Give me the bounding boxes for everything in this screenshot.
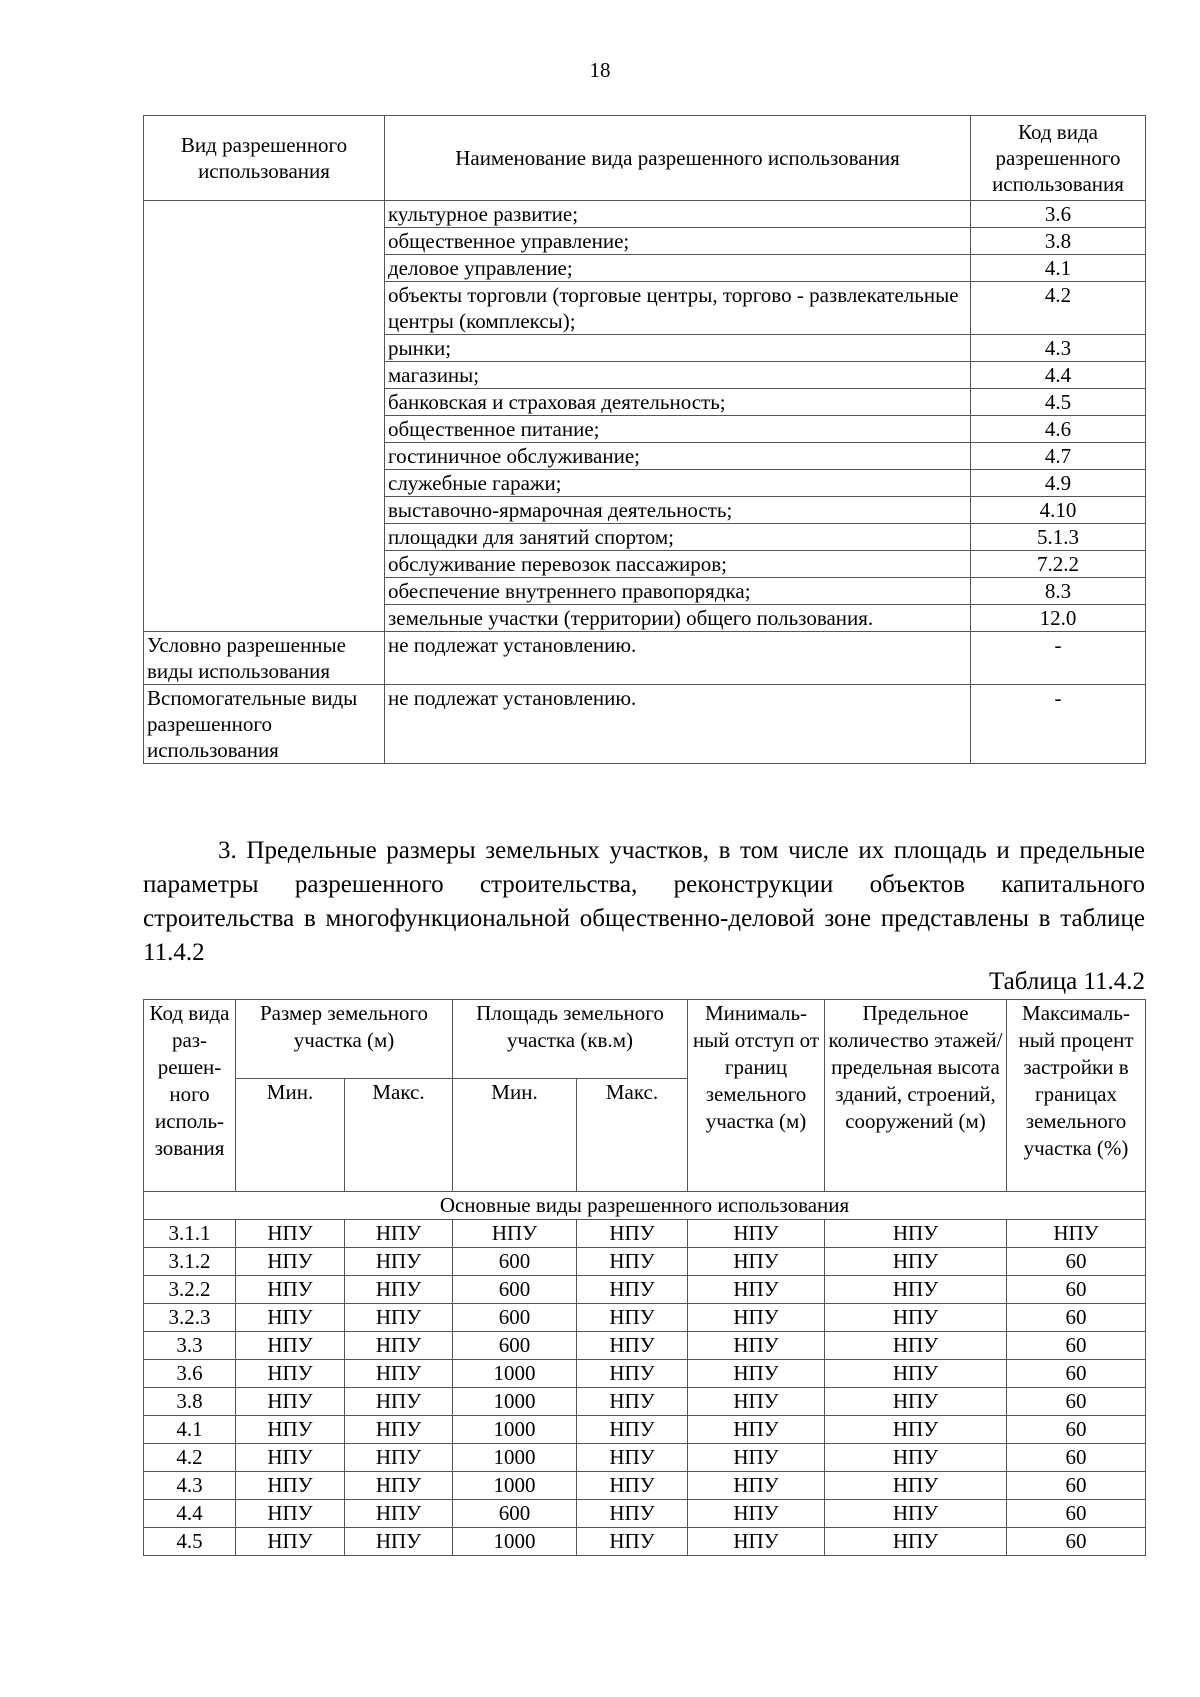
header-use-type: Вид разрешенного использования <box>144 116 385 201</box>
cell-size-min: НПУ <box>236 1248 345 1276</box>
cell-code: 4.3 <box>144 1472 236 1500</box>
use-name: объекты торговли (торговые центры, торгово - развлекательные центры (комплексы); <box>385 282 971 335</box>
header-area-min: Мин. <box>453 1079 577 1192</box>
use-code: 7.2.2 <box>971 551 1146 578</box>
use-name: магазины; <box>385 362 971 389</box>
cell-area-min: 1000 <box>453 1360 577 1388</box>
use-name: общественное управление; <box>385 228 971 255</box>
cell-max-floors: НПУ <box>825 1360 1007 1388</box>
table-row <box>144 1276 1146 1304</box>
cell-size-max: НПУ <box>345 1360 453 1388</box>
cell-area-max: НПУ <box>577 1248 688 1276</box>
cell-code: 4.5 <box>144 1528 236 1556</box>
cell-max-floors: НПУ <box>825 1220 1007 1248</box>
use-code: 4.9 <box>971 470 1146 497</box>
cell-size-min: НПУ <box>236 1444 345 1472</box>
cell-code: 3.8 <box>144 1388 236 1416</box>
use-code: 4.10 <box>971 497 1146 524</box>
parameters-table <box>143 999 1146 1556</box>
table-row <box>144 1416 1146 1444</box>
cell-code: 3.1.1 <box>144 1220 236 1248</box>
use-name: деловое управление; <box>385 255 971 282</box>
cell-max-floors: НПУ <box>825 1444 1007 1472</box>
cell-area-min: НПУ <box>453 1220 577 1248</box>
cell-min-offset: НПУ <box>688 1332 825 1360</box>
section-title: Основные виды разрешенного использования <box>144 1192 1146 1220</box>
cell-size-min: НПУ <box>236 1416 345 1444</box>
header-area-max: Макс. <box>577 1079 688 1192</box>
cell-max-floors: НПУ <box>825 1332 1007 1360</box>
paragraph-text: 3. Предельные размеры земельных участков, в том числе их площадь и предельные параметры разрешенного строительства, реконструкции объектов капитального строительства в многофункциональной общественно-деловой зоне представлены в таблице 11.4.2 <box>143 837 1145 966</box>
page-number: 18 <box>589 58 611 82</box>
cell-area-min: 1000 <box>453 1416 577 1444</box>
use-code: 4.3 <box>971 335 1146 362</box>
cell-area-min: 600 <box>453 1500 577 1528</box>
cell-size-max: НПУ <box>345 1276 453 1304</box>
cell-area-max: НПУ <box>577 1500 688 1528</box>
cell-area-min: 1000 <box>453 1472 577 1500</box>
cell-max-floors: НПУ <box>825 1528 1007 1556</box>
paragraph-3 <box>143 834 1145 970</box>
cell-size-min: НПУ <box>236 1304 345 1332</box>
header-min-offset: Минималь-ный отступ от границ земельного участка (м) <box>688 1000 825 1192</box>
cell-max-floors: НПУ <box>825 1500 1007 1528</box>
cell-code: 4.1 <box>144 1416 236 1444</box>
use-name: не подлежат установлению. <box>385 685 971 764</box>
cell-min-offset: НПУ <box>688 1444 825 1472</box>
use-name: земельные участки (территории) общего пользования. <box>385 605 971 632</box>
cell-max-floors: НПУ <box>825 1248 1007 1276</box>
cell-area-max: НПУ <box>577 1416 688 1444</box>
use-code: 3.6 <box>971 201 1146 228</box>
cell-size-max: НПУ <box>345 1304 453 1332</box>
cell-size-min: НПУ <box>236 1220 345 1248</box>
cell-size-max: НПУ <box>345 1472 453 1500</box>
cell-area-min: 600 <box>453 1332 577 1360</box>
cell-max-percent: 60 <box>1007 1388 1146 1416</box>
use-code: 4.7 <box>971 443 1146 470</box>
conditional-uses-row <box>144 632 1146 685</box>
cell-size-min: НПУ <box>236 1472 345 1500</box>
cell-min-offset: НПУ <box>688 1220 825 1248</box>
use-code: 8.3 <box>971 578 1146 605</box>
use-code: 4.6 <box>971 416 1146 443</box>
cell-code: 4.2 <box>144 1444 236 1472</box>
cell-size-min: НПУ <box>236 1528 345 1556</box>
cell-code: 3.2.3 <box>144 1304 236 1332</box>
table-row <box>144 1444 1146 1472</box>
header-plot-area: Площадь земельного участка (кв.м) <box>453 1000 688 1079</box>
table-row <box>144 1220 1146 1248</box>
cell-size-min: НПУ <box>236 1276 345 1304</box>
use-name: площадки для занятий спортом; <box>385 524 971 551</box>
use-name: банковская и страховая деятельность; <box>385 389 971 416</box>
table1-header-row <box>144 116 1146 201</box>
table-row <box>144 1472 1146 1500</box>
use-type: Условно разрешенные виды использования <box>144 632 385 685</box>
table-row <box>144 1360 1146 1388</box>
cell-size-max: НПУ <box>345 1500 453 1528</box>
header-size-max: Макс. <box>345 1079 453 1192</box>
cell-area-min: 1000 <box>453 1388 577 1416</box>
cell-area-max: НПУ <box>577 1360 688 1388</box>
cell-code: 3.6 <box>144 1360 236 1388</box>
use-code: - <box>971 632 1146 685</box>
use-name: служебные гаражи; <box>385 470 971 497</box>
cell-size-max: НПУ <box>345 1332 453 1360</box>
cell-max-percent: 60 <box>1007 1304 1146 1332</box>
cell-area-max: НПУ <box>577 1220 688 1248</box>
cell-size-max: НПУ <box>345 1220 453 1248</box>
main-uses-cell <box>144 201 385 632</box>
cell-max-floors: НПУ <box>825 1472 1007 1500</box>
cell-max-percent: 60 <box>1007 1332 1146 1360</box>
cell-size-min: НПУ <box>236 1500 345 1528</box>
use-name: обслуживание перевозок пассажиров; <box>385 551 971 578</box>
cell-max-percent: 60 <box>1007 1528 1146 1556</box>
header-max-floors: Предельное количество этажей/ предельная высота зданий, строений, сооружений (м) <box>825 1000 1007 1192</box>
cell-size-max: НПУ <box>345 1248 453 1276</box>
table-row <box>144 1332 1146 1360</box>
cell-max-percent: НПУ <box>1007 1220 1146 1248</box>
use-code: 4.5 <box>971 389 1146 416</box>
cell-min-offset: НПУ <box>688 1276 825 1304</box>
cell-area-min: 600 <box>453 1248 577 1276</box>
header-use-name: Наименование вида разрешенного использования <box>385 116 971 201</box>
cell-area-max: НПУ <box>577 1528 688 1556</box>
cell-code: 3.2.2 <box>144 1276 236 1304</box>
cell-max-percent: 60 <box>1007 1416 1146 1444</box>
use-code: 3.8 <box>971 228 1146 255</box>
cell-max-percent: 60 <box>1007 1276 1146 1304</box>
cell-size-max: НПУ <box>345 1416 453 1444</box>
header-code: Код вида раз-решен-ного исполь-зования <box>144 1000 236 1192</box>
cell-size-max: НПУ <box>345 1388 453 1416</box>
cell-code: 3.1.2 <box>144 1248 236 1276</box>
cell-area-max: НПУ <box>577 1332 688 1360</box>
header-use-code: Код вида разрешенного использования <box>971 116 1146 201</box>
cell-max-floors: НПУ <box>825 1304 1007 1332</box>
use-name: обеспечение внутреннего правопорядка; <box>385 578 971 605</box>
cell-size-max: НПУ <box>345 1528 453 1556</box>
table2-header-row-1 <box>144 1000 1146 1079</box>
cell-max-percent: 60 <box>1007 1248 1146 1276</box>
cell-max-percent: 60 <box>1007 1500 1146 1528</box>
cell-area-min: 600 <box>453 1304 577 1332</box>
table1-row <box>144 201 1146 228</box>
cell-min-offset: НПУ <box>688 1248 825 1276</box>
cell-max-percent: 60 <box>1007 1444 1146 1472</box>
use-name: гостиничное обслуживание; <box>385 443 971 470</box>
header-size-min: Мин. <box>236 1079 345 1192</box>
cell-max-percent: 60 <box>1007 1360 1146 1388</box>
use-name: рынки; <box>385 335 971 362</box>
cell-max-floors: НПУ <box>825 1276 1007 1304</box>
use-name: не подлежат установлению. <box>385 632 971 685</box>
use-code: 5.1.3 <box>971 524 1146 551</box>
use-name: выставочно-ярмарочная деятельность; <box>385 497 971 524</box>
use-code: 12.0 <box>971 605 1146 632</box>
table-row <box>144 1528 1146 1556</box>
permitted-use-table <box>143 115 1146 764</box>
cell-area-min: 1000 <box>453 1444 577 1472</box>
cell-size-min: НПУ <box>236 1332 345 1360</box>
cell-area-max: НПУ <box>577 1444 688 1472</box>
auxiliary-uses-row <box>144 685 1146 764</box>
cell-min-offset: НПУ <box>688 1360 825 1388</box>
cell-area-max: НПУ <box>577 1472 688 1500</box>
use-code: 4.4 <box>971 362 1146 389</box>
use-code: - <box>971 685 1146 764</box>
cell-area-min: 1000 <box>453 1528 577 1556</box>
cell-max-percent: 60 <box>1007 1472 1146 1500</box>
cell-min-offset: НПУ <box>688 1416 825 1444</box>
cell-area-min: 600 <box>453 1276 577 1304</box>
use-code: 4.2 <box>971 282 1146 335</box>
cell-size-min: НПУ <box>236 1388 345 1416</box>
cell-min-offset: НПУ <box>688 1304 825 1332</box>
table-row <box>144 1500 1146 1528</box>
use-type: Вспомогательные виды разрешенного использования <box>144 685 385 764</box>
table-caption: Таблица 11.4.2 <box>989 968 1145 995</box>
cell-code: 4.4 <box>144 1500 236 1528</box>
cell-area-max: НПУ <box>577 1276 688 1304</box>
cell-max-floors: НПУ <box>825 1388 1007 1416</box>
header-plot-size: Размер земельного участка (м) <box>236 1000 453 1079</box>
cell-area-max: НПУ <box>577 1388 688 1416</box>
cell-area-max: НПУ <box>577 1304 688 1332</box>
cell-min-offset: НПУ <box>688 1388 825 1416</box>
cell-size-max: НПУ <box>345 1444 453 1472</box>
cell-size-min: НПУ <box>236 1360 345 1388</box>
use-code: 4.1 <box>971 255 1146 282</box>
cell-code: 3.3 <box>144 1332 236 1360</box>
cell-min-offset: НПУ <box>688 1500 825 1528</box>
use-name: культурное развитие; <box>385 201 971 228</box>
cell-max-floors: НПУ <box>825 1416 1007 1444</box>
table-row <box>144 1304 1146 1332</box>
table-row <box>144 1388 1146 1416</box>
table-row <box>144 1248 1146 1276</box>
header-max-percent: Максималь-ный процент застройки в границах земельного участка (%) <box>1007 1000 1146 1192</box>
section-row <box>144 1192 1146 1220</box>
cell-min-offset: НПУ <box>688 1528 825 1556</box>
cell-min-offset: НПУ <box>688 1472 825 1500</box>
use-name: общественное питание; <box>385 416 971 443</box>
